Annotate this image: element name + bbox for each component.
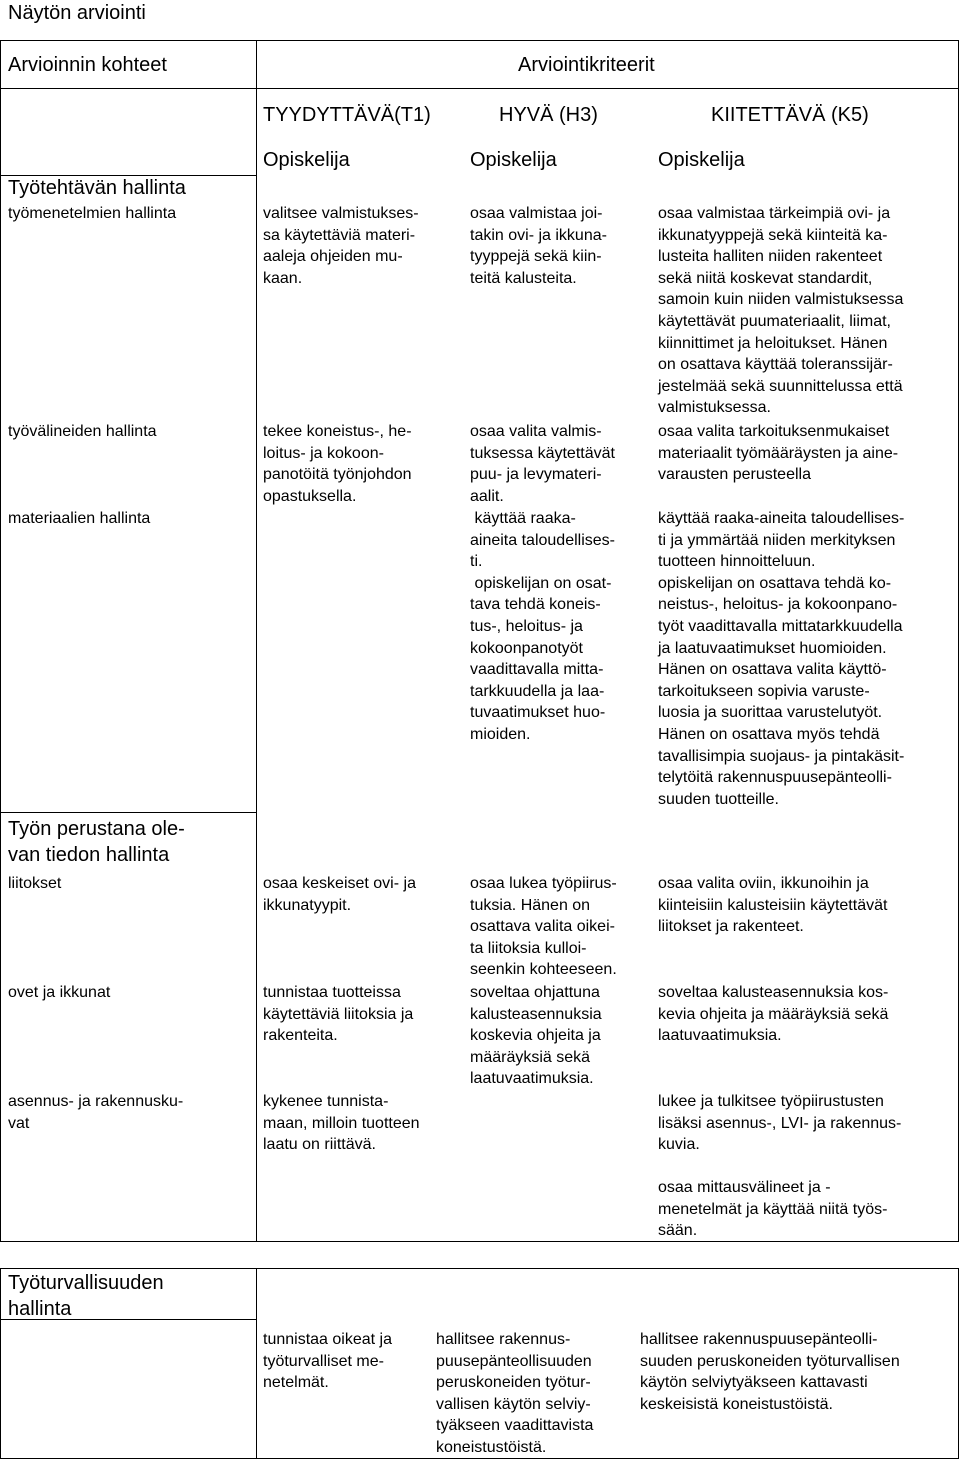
row-label-liitokset: liitokset xyxy=(8,875,62,892)
cell-k5-tyomenetelmat: osaa valmistaa tärkeimpiä ovi- ja ikkunatyyppejä sekä kiinteitä ka- lusteita halliten niiden rakenteet sekä niitä koskevat standardit, samoin kuin niiden valmistuksessa käytettävät puumateriaalit, liimat, kiinnittimet ja heloitukset. Hänen on osattava käyttää toleranssijär- jestelmää sekä suunnittelussa että valmistuksessa. xyxy=(658,205,904,417)
header-arvioinnin-kohteet: Arvioinnin kohteet xyxy=(8,54,167,76)
cell-t1-ovet-ikkunat: tunnistaa tuotteissa käytettäviä liitoksia ja rakenteita. xyxy=(263,984,414,1045)
cell-k5-tyovalineet: osaa valita tarkoituksenmukaiset materiaalit työmääräysten ja aine- varausten perusteella xyxy=(658,423,899,484)
section3-title: Työturvallisuuden hallinta xyxy=(8,1272,164,1320)
table-left-divider-2 xyxy=(0,812,256,813)
table-border-right xyxy=(958,40,959,1242)
cell-k5-asennuskuvat: lukee ja tulkitsee työpiirustusten lisäksi asennus-, LVI- ja rakennus- kuvia. xyxy=(658,1093,902,1154)
cell-t1-tyomenetelmat: valitsee valmistukses- sa käytettäviä materi- aaleja ohjeiden mu- kaan. xyxy=(263,205,419,287)
opiskelija-h3: Opiskelija xyxy=(470,149,557,171)
cell-t1-tyoturvallisuus: tunnistaa oikeat ja työturvalliset me- netelmät. xyxy=(263,1331,392,1392)
level-t1: TYYDYTTÄVÄ(T1) xyxy=(263,104,431,126)
opiskelija-t1: Opiskelija xyxy=(263,149,350,171)
table-col-divider xyxy=(256,40,257,1242)
section2-title: Työn perustana ole- van tiedon hallinta xyxy=(8,818,185,866)
table-border-top xyxy=(0,40,959,41)
row-label-materiaalit: materiaalien hallinta xyxy=(8,510,151,527)
cell-k5-materiaalit: käyttää raaka-aineita taloudellises- ti ja ymmärtää niiden merkityksen tuotteen hinnoitteluun. opiskelijan on osattava tehdä ko- neistus-, heloitus- ja kokoonpano- työt vaadittavalla mittatarkkuudella ja laatuvaatimukset huomioiden. Hänen on osattava valita käyttö- tarkoitukseen sopivia varuste- luosia ja suorittaa varustelutyöt. Hänen on osattava myös tehdä tavallisimpia suojaus- ja pintakäsit- telytöitä rakennuspuusepänteolli- suuden tuotteille. xyxy=(658,510,905,808)
cell-h3-liitokset: osaa lukea työpiirus- tuksia. Hänen on osattava valita oikei- ta liitoksia kulloi- seenkin kohteeseen. xyxy=(470,875,617,979)
cell-k5-ovet-ikkunat: soveltaa kalusteasennuksia kos- kevia ohjeita ja määräyksiä sekä laatuvaatimuksia. xyxy=(658,984,889,1045)
section1-title: Työtehtävän hallinta xyxy=(8,177,186,199)
header-arviointikriteerit: Arviointikriteerit xyxy=(518,54,655,76)
cell-k5-liitokset: osaa valita oviin, ikkunoihin ja kiinteisiin kalusteisiin käytettävät liitokset ja rakenteet. xyxy=(658,875,888,936)
table-header-divider xyxy=(0,88,959,89)
row-label-tyovalineet: työvälineiden hallinta xyxy=(8,423,157,440)
row-label-tyomenetelmat: työmenetelmien hallinta xyxy=(8,205,177,222)
cell-t1-asennuskuvat: kykenee tunnista- maan, milloin tuotteen laatu on riittävä. xyxy=(263,1093,420,1154)
safety-border-top xyxy=(0,1268,959,1269)
row-label-asennuskuvat: asennus- ja rakennusku- vat xyxy=(8,1093,184,1132)
cell-h3-ovet-ikkunat: soveltaa ohjattuna kalusteasennuksia koskevia ohjeita ja määräyksiä sekä laatuvaatimuksia. xyxy=(470,984,602,1088)
opiskelija-k5: Opiskelija xyxy=(658,149,745,171)
row-label-ovet-ikkunat: ovet ja ikkunat xyxy=(8,984,111,1001)
safety-col-divider-1 xyxy=(256,1268,257,1459)
cell-h3-tyovalineet: osaa valita valmis- tuksessa käytettävät puu- ja levymateri- aalit. xyxy=(470,423,615,505)
cell-t1-liitokset: osaa keskeiset ovi- ja ikkunatyypit. xyxy=(263,875,416,914)
level-h3: HYVÄ (H3) xyxy=(499,104,598,126)
safety-border-right xyxy=(958,1268,959,1459)
cell-h3-tyomenetelmat: osaa valmistaa joi- takin ovi- ja ikkuna- tyyppejä sekä kiin- teitä kalusteita. xyxy=(470,205,607,287)
safety-border-left xyxy=(0,1268,1,1459)
cell-k5-mittausvalineet: osaa mittausvälineet ja - menetelmät ja käyttää niitä työs- sään. xyxy=(658,1179,888,1240)
cell-k5-tyoturvallisuus: hallitsee rakennuspuusepänteolli- suuden peruskoneiden työturvallisen käytön selviytyäkseen kattavasti keskeisistä koneistustöistä. xyxy=(640,1331,900,1413)
cell-t1-tyovalineet: tekee koneistus-, he- loitus- ja kokoon- panotöitä työnjohdon opastuksella. xyxy=(263,423,412,505)
cell-h3-tyoturvallisuus: hallitsee rakennus- puusepänteollisuuden peruskoneiden työtur- vallisen käytön selviy- tyäkseen vaadittavista koneistustöistä. xyxy=(436,1331,594,1456)
level-k5: KIITETTÄVÄ (K5) xyxy=(711,104,869,126)
page-title: Näytön arviointi xyxy=(8,2,146,24)
cell-h3-materiaalit: käyttää raaka- aineita taloudellises- ti. opiskelijan on osat- tava tehdä koneis- tus-, heloitus- ja kokoonpanotyöt vaadittavalla mitta- tarkkuudella ja laa- tuvaatimukset huo- mioiden. xyxy=(470,510,615,743)
table-border-left xyxy=(0,40,1,1242)
